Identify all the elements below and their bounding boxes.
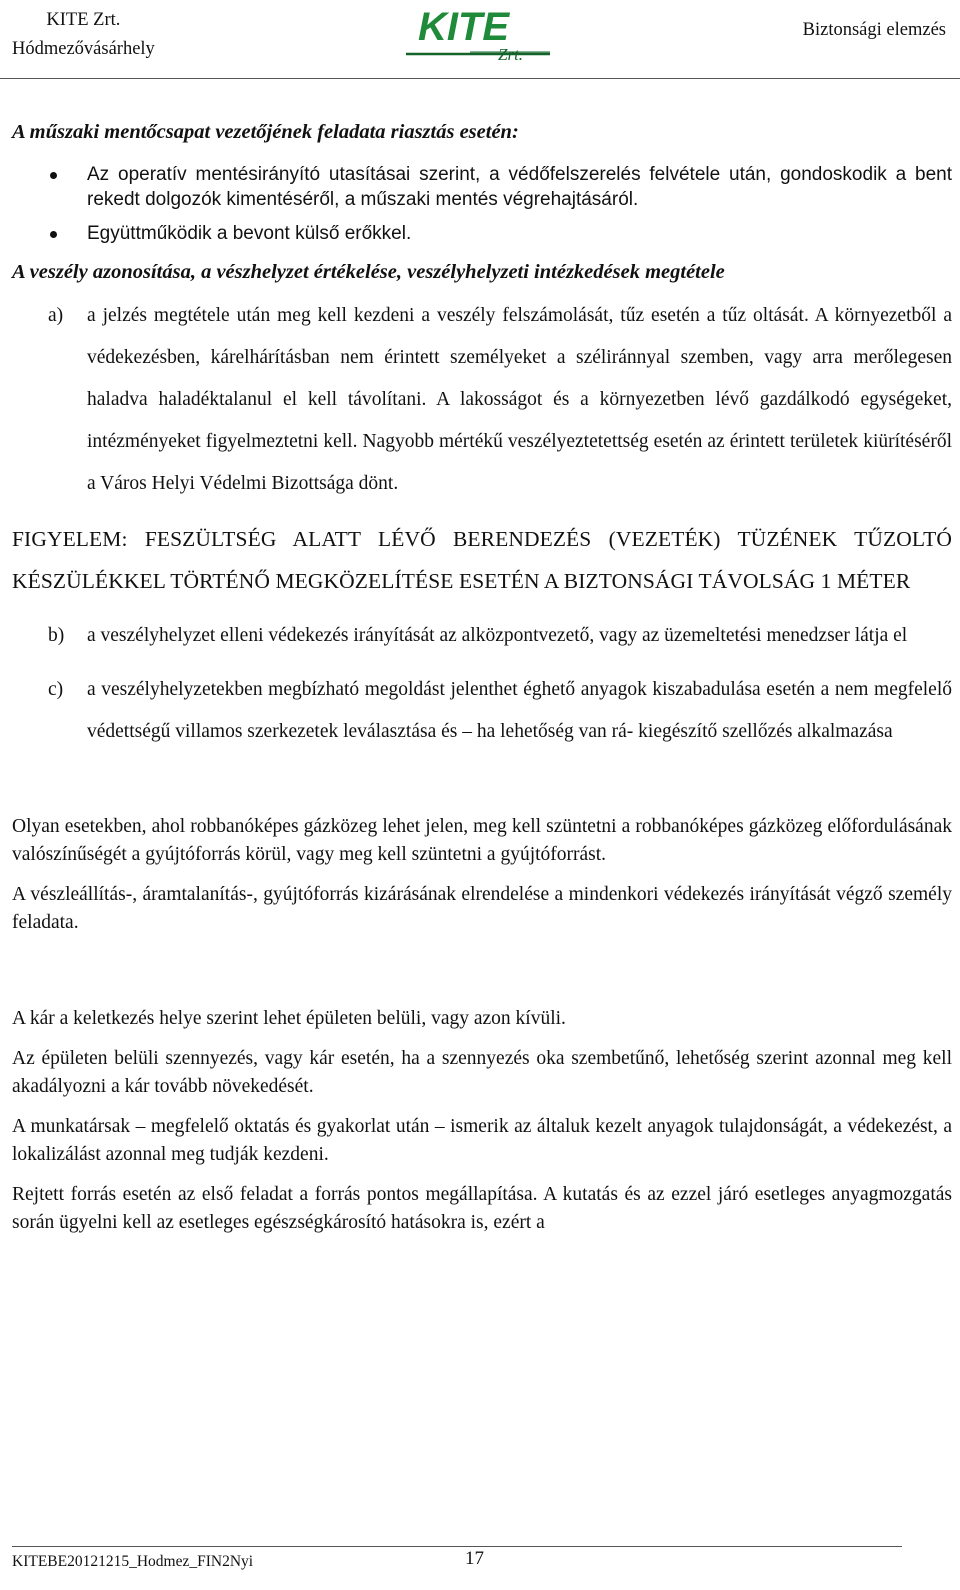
bullet-icon: [50, 172, 57, 179]
kite-logo: [400, 2, 560, 66]
warning-text: FIGYELEM: FESZÜLTSÉG ALATT LÉVŐ BERENDEZÉS (VEZETÉK) TÜZÉNEK TŰZOLTÓ KÉSZÜLÉKKEL TÖRTÉNŐ MEGKÖZELÍTÉSE ESETÉN A BIZTONSÁGI TÁVOLSÁG 1 MÉTER: [12, 527, 952, 593]
list-item-a: [12, 295, 952, 505]
paragraph: A munkatársak – megfelelő oktatás és gyakorlat után – ismerik az általuk kezelt anyagok tulajdonságát, a védekezést, a lokalizálást azonnal meg tudják kezdeni.: [12, 1116, 952, 1165]
paragraph: A vészleállítás-, áramtalanítás-, gyújtóforrás kizárásának elrendelése a mindenkori védekezés irányítását végző személy feladata.: [12, 884, 952, 933]
page-body: [12, 118, 952, 1237]
item-letter: c): [48, 679, 64, 700]
section-title-rescue-team: A műszaki mentőcsapat vezetőjének feladata riasztás esetén:: [12, 121, 519, 143]
item-text: a veszélyhelyzetekben megbízható megoldást jelenthet éghető anyagok kiszabadulása esetén a nem megfelelő védettségű villamos szerkezetek leválasztása és – ha lehetőség van rá- kiegészítő szellőzés alkalmazása: [87, 679, 952, 742]
bullet-list: [12, 162, 952, 246]
header-company: KITE Zrt.: [46, 10, 121, 30]
header-company-block: [12, 6, 155, 64]
bullet-text: Együttműködik a bevont külső erőkkel.: [87, 223, 412, 244]
logo-text: KITE: [418, 5, 510, 49]
list-item-b: [12, 615, 952, 657]
item-letter: a): [48, 305, 64, 326]
paragraph: Az épületen belüli szennyezés, vagy kár esetén, ha a szennyezés oka szembetűnő, lehetőség szerint azonnal meg kell akadályozni a kár tovább növekedését.: [12, 1048, 952, 1097]
item-text: a veszélyhelyzet elleni védekezés irányítását az alközpontvezető, vagy az üzemeltetési menedzser látja el: [87, 625, 908, 646]
section-title-hazard: A veszély azonosítása, a vészhelyzet értékelése, veszélyhelyzeti intézkedések megtétele: [12, 261, 725, 283]
item-letter: b): [48, 625, 65, 646]
logo-sub: Zrt.: [498, 45, 524, 64]
page-header: [0, 0, 960, 80]
bullet-text: Az operatív mentésirányító utasításai szerint, a védőfelszerelés felvétele után, gondoskodik a bent rekedt dolgozók kimentéséről, a műszaki mentés végrehajtásáról.: [87, 164, 952, 210]
bullet-item: [12, 162, 952, 212]
paragraph: A kár a keletkezés helye szerint lehet épületen belüli, vagy azon kívüli.: [12, 1008, 566, 1029]
item-text: a jelzés megtétele után meg kell kezdeni a veszély felszámolását, tűz esetén a tűz oltását. A környezetből a védekezésben, kárelhárításban nem érintett személyeket a széliránnyal szemben, vagy arra merőlegesen haladva haladéktalanul el kell távolítani. A lakosságot és a környezetben lévő gazdálkodó egységeket, intézményeket figyelmeztetni kell. Nagyobb mértékű veszélyeztetettség esetén az érintett területek kiürítéséről a Város Helyi Védelmi Bizottsága dönt.: [87, 305, 952, 494]
header-doc-type: Biztonsági elemzés: [802, 20, 946, 40]
paragraph: Olyan esetekben, ahol robbanóképes gázközeg lehet jelen, meg kell szüntetni a robbanóképes gázközeg előfordulásának valószínűségét a gyújtóforrás körül, vagy meg kell szüntetni a gyújtóforrást.: [12, 816, 952, 865]
paragraph: Rejtett forrás esetén az első feladat a forrás pontos megállapítása. A kutatás és az ezzel járó esetleges anyagmozgatás során ügyelni kell az esetleges egészségkárosító hatásokra is, ezért a: [12, 1184, 952, 1233]
page-number: 17: [465, 1548, 484, 1569]
bullet-icon: [50, 231, 57, 238]
footer-divider: [12, 1546, 902, 1547]
bullet-item: [12, 221, 952, 246]
header-city: Hódmezővásárhely: [12, 39, 155, 59]
list-item-c: [12, 669, 952, 753]
footer-doc-id: KITEBE20121215_Hodmez_FIN2Nyi: [12, 1553, 254, 1570]
header-divider: [0, 78, 960, 79]
